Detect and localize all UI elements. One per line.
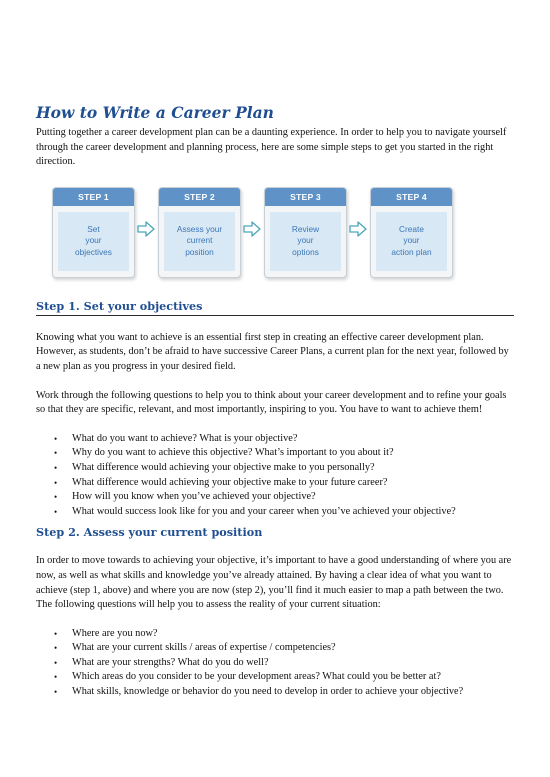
list-item: • What difference would achieving your objective make to your future career? (54, 476, 388, 488)
section-paragraph: Knowing what you want to achieve is an essential first step in creating an effective career development plan. However, as students, don’t be afraid to have successive Career Plans, a current plan for the next year, followed by a new plan as you progress in your desired field. (36, 331, 509, 372)
list-item: • What are your strengths? What do you do well? (54, 656, 269, 668)
list-item: • Which areas do you consider to be your development areas? What could you be better at? (54, 671, 441, 683)
section-paragraph: Work through the following questions to help you to think about your career development and to refine your goals so that they are specific, relevant, and most importantly, inspiring to you. You have to want to achieve them! (36, 389, 507, 416)
steps-diagram (36, 187, 514, 281)
step-body (164, 212, 235, 271)
step-body (270, 212, 341, 271)
arrow-right-icon (137, 221, 155, 237)
page-title: How to Write a Career Plan (36, 103, 274, 122)
bullet-list (36, 627, 514, 700)
arrow-right-icon (349, 221, 367, 237)
step-text: Set your objectives (75, 223, 112, 258)
list-item: • What skills, knowledge or behavior do you need to develop in order to achieve your objective? (54, 686, 464, 698)
arrow-right-icon (243, 221, 261, 237)
list-item: • What do you want to achieve? What is your objective? (54, 432, 298, 444)
step-text: Assess your current position (176, 223, 223, 258)
section-2 (36, 524, 514, 699)
step-box-3 (264, 187, 347, 278)
list-item: • What difference would achieving your objective make to you personally? (54, 461, 375, 473)
section-1 (36, 298, 514, 520)
section-heading: Step 1. Set your objectives (36, 298, 203, 313)
step-text: Create your action plan (391, 223, 432, 258)
step-box-2 (158, 187, 241, 278)
intro-paragraph: Putting together a career development plan can be a daunting experience. In order to help you to navigate yourself through the career development and planning process, here are some simple steps to get you started in the right direction. (36, 127, 507, 168)
step-label: STEP 1 (53, 188, 134, 206)
step-label: STEP 2 (159, 188, 240, 206)
step-box-1 (52, 187, 135, 278)
list-item: • How will you know when you’ve achieved your objective? (54, 491, 316, 503)
section-heading: Step 2. Assess your current position (36, 525, 263, 540)
list-item: • Why do you want to achieve this objective? What’s important to you about it? (54, 447, 394, 459)
bullet-list (36, 432, 514, 520)
step-text: Review your options (291, 223, 320, 258)
step-label: STEP 4 (371, 188, 452, 206)
list-item: • Where are you now? (54, 627, 158, 639)
step-label: STEP 3 (265, 188, 346, 206)
step-box-4 (370, 187, 453, 278)
list-item: • What would success look like for you and your career when you’ve achieved your objective? (54, 505, 456, 517)
section-paragraph: In order to move towards to achieving your objective, it’s important to have a good understanding of where you are now, as well as what skills and knowledge you’ve already attained. By having a clear idea of what you want to achieve (step 1, above) and where you are now (step 2), you’ll find it much easier to map a path between the two. The following questions will help you to assess the reality of your current situation: (36, 555, 512, 611)
step-body (376, 212, 447, 271)
step-body (58, 212, 129, 271)
document-content (36, 102, 514, 700)
list-item: • What are your current skills / areas of expertise / competencies? (54, 642, 336, 654)
section-divider (36, 315, 514, 316)
